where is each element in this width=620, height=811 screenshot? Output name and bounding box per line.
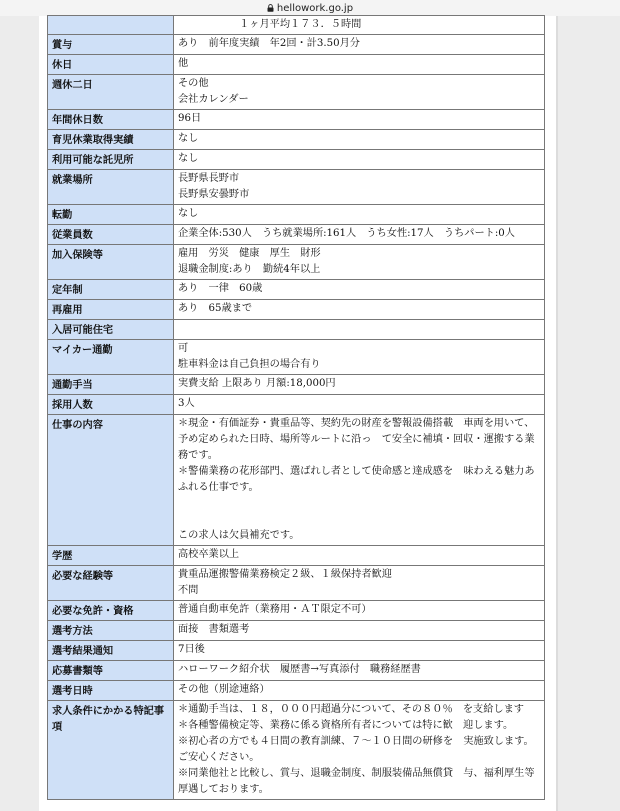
row-value	[174, 681, 545, 701]
value-line: 企業全体:530人 うち就業場所:161人 うち女性:17人 うちパート:0人	[178, 228, 515, 239]
row-label: 週休二日	[48, 75, 174, 110]
row-value	[174, 280, 545, 300]
row-value	[174, 566, 545, 601]
row-value	[174, 320, 545, 340]
table-row	[48, 415, 545, 546]
row-label: 利用可能な託児所	[48, 150, 174, 170]
row-value	[174, 300, 545, 320]
value-line: ハローワーク紹介状 履歴書→写真添付 職務経歴書	[178, 664, 421, 675]
row-value	[174, 701, 545, 800]
page-content	[39, 16, 558, 811]
value-line: その他	[178, 78, 209, 89]
row-label: 育児休業取得実績	[48, 130, 174, 150]
row-label: 再雇用	[48, 300, 174, 320]
table-row	[48, 110, 545, 130]
row-label: マイカー通勤	[48, 340, 174, 375]
row-label: 休日	[48, 55, 174, 75]
value-line: 駐車料金は自己負担の場合有り	[178, 359, 321, 370]
table-row	[48, 661, 545, 681]
row-label: 年間休日数	[48, 110, 174, 130]
table-row	[48, 681, 545, 701]
value-line: ＊各種警備検定等、業務に係る資格所有者については特に歓 迎します。	[178, 720, 514, 731]
table-row	[48, 546, 545, 566]
table-row	[48, 320, 545, 340]
value-line: 長野県長野市	[178, 173, 240, 184]
row-label: 求人条件にかかる特記事項	[48, 701, 174, 800]
job-details-table	[47, 15, 545, 800]
row-value	[174, 205, 545, 225]
value-line: 高校卒業以上	[178, 549, 240, 560]
row-label: 賞与	[48, 35, 174, 55]
row-label	[48, 16, 174, 35]
table-row	[48, 130, 545, 150]
row-value	[174, 55, 545, 75]
table-row	[48, 35, 545, 55]
table-row	[48, 621, 545, 641]
row-value	[174, 546, 545, 566]
value-line: 7日後	[178, 644, 205, 655]
table-row	[48, 150, 545, 170]
table-row	[48, 55, 545, 75]
table-row	[48, 75, 545, 110]
table-row	[48, 375, 545, 395]
row-value	[174, 601, 545, 621]
lock-icon	[267, 4, 274, 12]
value-line: この求人は欠員補充です。	[178, 530, 300, 541]
row-label: 通勤手当	[48, 375, 174, 395]
table-row	[48, 641, 545, 661]
table-row	[48, 225, 545, 245]
row-value	[174, 110, 545, 130]
row-label: 応募書類等	[48, 661, 174, 681]
table-row	[48, 300, 545, 320]
row-value	[174, 35, 545, 55]
row-label: 入居可能住宅	[48, 320, 174, 340]
row-label: 定年制	[48, 280, 174, 300]
value-line: 会社カレンダー	[178, 94, 249, 105]
value-line	[178, 496, 539, 512]
value-line: なし	[178, 153, 199, 164]
page-edge	[556, 16, 558, 811]
value-line: あり 一律 60歳	[178, 283, 263, 294]
row-value	[174, 75, 545, 110]
row-value	[174, 130, 545, 150]
value-line: 貴重品運搬警備業務検定２級、１級保持者歓迎	[178, 569, 392, 580]
table-row	[48, 170, 545, 205]
row-value	[174, 415, 545, 546]
table-row	[48, 205, 545, 225]
row-label: 転勤	[48, 205, 174, 225]
value-line	[178, 512, 539, 528]
table-row	[48, 16, 545, 35]
row-value	[174, 661, 545, 681]
row-value	[174, 395, 545, 415]
row-label: 学歴	[48, 546, 174, 566]
value-line: ＊警備業務の花形部門、選ばれし者として使命感と達成感を 味わえる魅力あふれる仕事です。	[178, 466, 535, 493]
table-row	[48, 395, 545, 415]
value-line: あり 前年度実績 年2回・計3.50月分	[178, 38, 360, 49]
value-line: あり 65歳まで	[178, 303, 253, 314]
row-label: 仕事の内容	[48, 415, 174, 546]
value-line: １ヶ月平均１７３．５時間	[178, 19, 362, 30]
value-line: なし	[178, 133, 199, 144]
row-label: 必要な経験等	[48, 566, 174, 601]
value-line: 実費支給 上限あり 月額:18,000円	[178, 378, 336, 389]
value-line: 普通自動車免許（業務用・ＡＴ限定不可）	[178, 604, 372, 615]
value-line: 退職金制度:あり 勤続4年以上	[178, 264, 321, 275]
row-value	[174, 641, 545, 661]
row-value	[174, 245, 545, 280]
row-value	[174, 16, 545, 35]
row-value	[174, 621, 545, 641]
url-text: hellowork.go.jp	[276, 2, 354, 14]
row-value	[174, 170, 545, 205]
row-label: 必要な免許・資格	[48, 601, 174, 621]
value-line: 可	[178, 343, 189, 354]
value-line: ＊現金・有価証券・貴重品等、契約先の財産を警報設備搭載 車両を用いて、予め定められた日時、場所等ルートに沿っ て安全に補填・回収・運搬する業務です。	[178, 418, 535, 461]
address-bar[interactable]	[0, 0, 620, 16]
value-line: 雇用 労災 健康 厚生 財形	[178, 248, 321, 259]
row-label: 加入保険等	[48, 245, 174, 280]
row-label: 選考方法	[48, 621, 174, 641]
value-line: ＊通勤手当は、１８，０００円超過分について、その８０％ を支給します	[178, 704, 524, 715]
value-line: 96日	[178, 113, 202, 124]
row-label: 選考結果通知	[48, 641, 174, 661]
row-label: 就業場所	[48, 170, 174, 205]
row-label: 採用人数	[48, 395, 174, 415]
row-value	[174, 225, 545, 245]
value-line: ※初心者の方でも４日間の教育訓練、７～１０日間の研修を 実施致します。ご安心ください。	[178, 736, 534, 763]
value-line: ※同業他社と比較し、賞与、退職金制度、制服装備品無償貸 与、福利厚生等厚遇しております。	[178, 768, 535, 795]
table-row	[48, 245, 545, 280]
row-label: 選考日時	[48, 681, 174, 701]
table-row	[48, 566, 545, 601]
row-value	[174, 375, 545, 395]
value-line: 不問	[178, 585, 199, 596]
table-row	[48, 340, 545, 375]
value-line: 他	[178, 58, 189, 69]
value-line: その他（別途連絡）	[178, 684, 270, 695]
value-line	[178, 321, 539, 337]
row-value	[174, 150, 545, 170]
table-row	[48, 701, 545, 800]
value-line: 長野県安曇野市	[178, 189, 250, 200]
row-label: 従業員数	[48, 225, 174, 245]
table-row	[48, 601, 545, 621]
row-value	[174, 340, 545, 375]
value-line: 3人	[178, 398, 195, 409]
table-row	[48, 280, 545, 300]
value-line: なし	[178, 208, 199, 219]
value-line: 面接 書類選考	[178, 624, 250, 635]
